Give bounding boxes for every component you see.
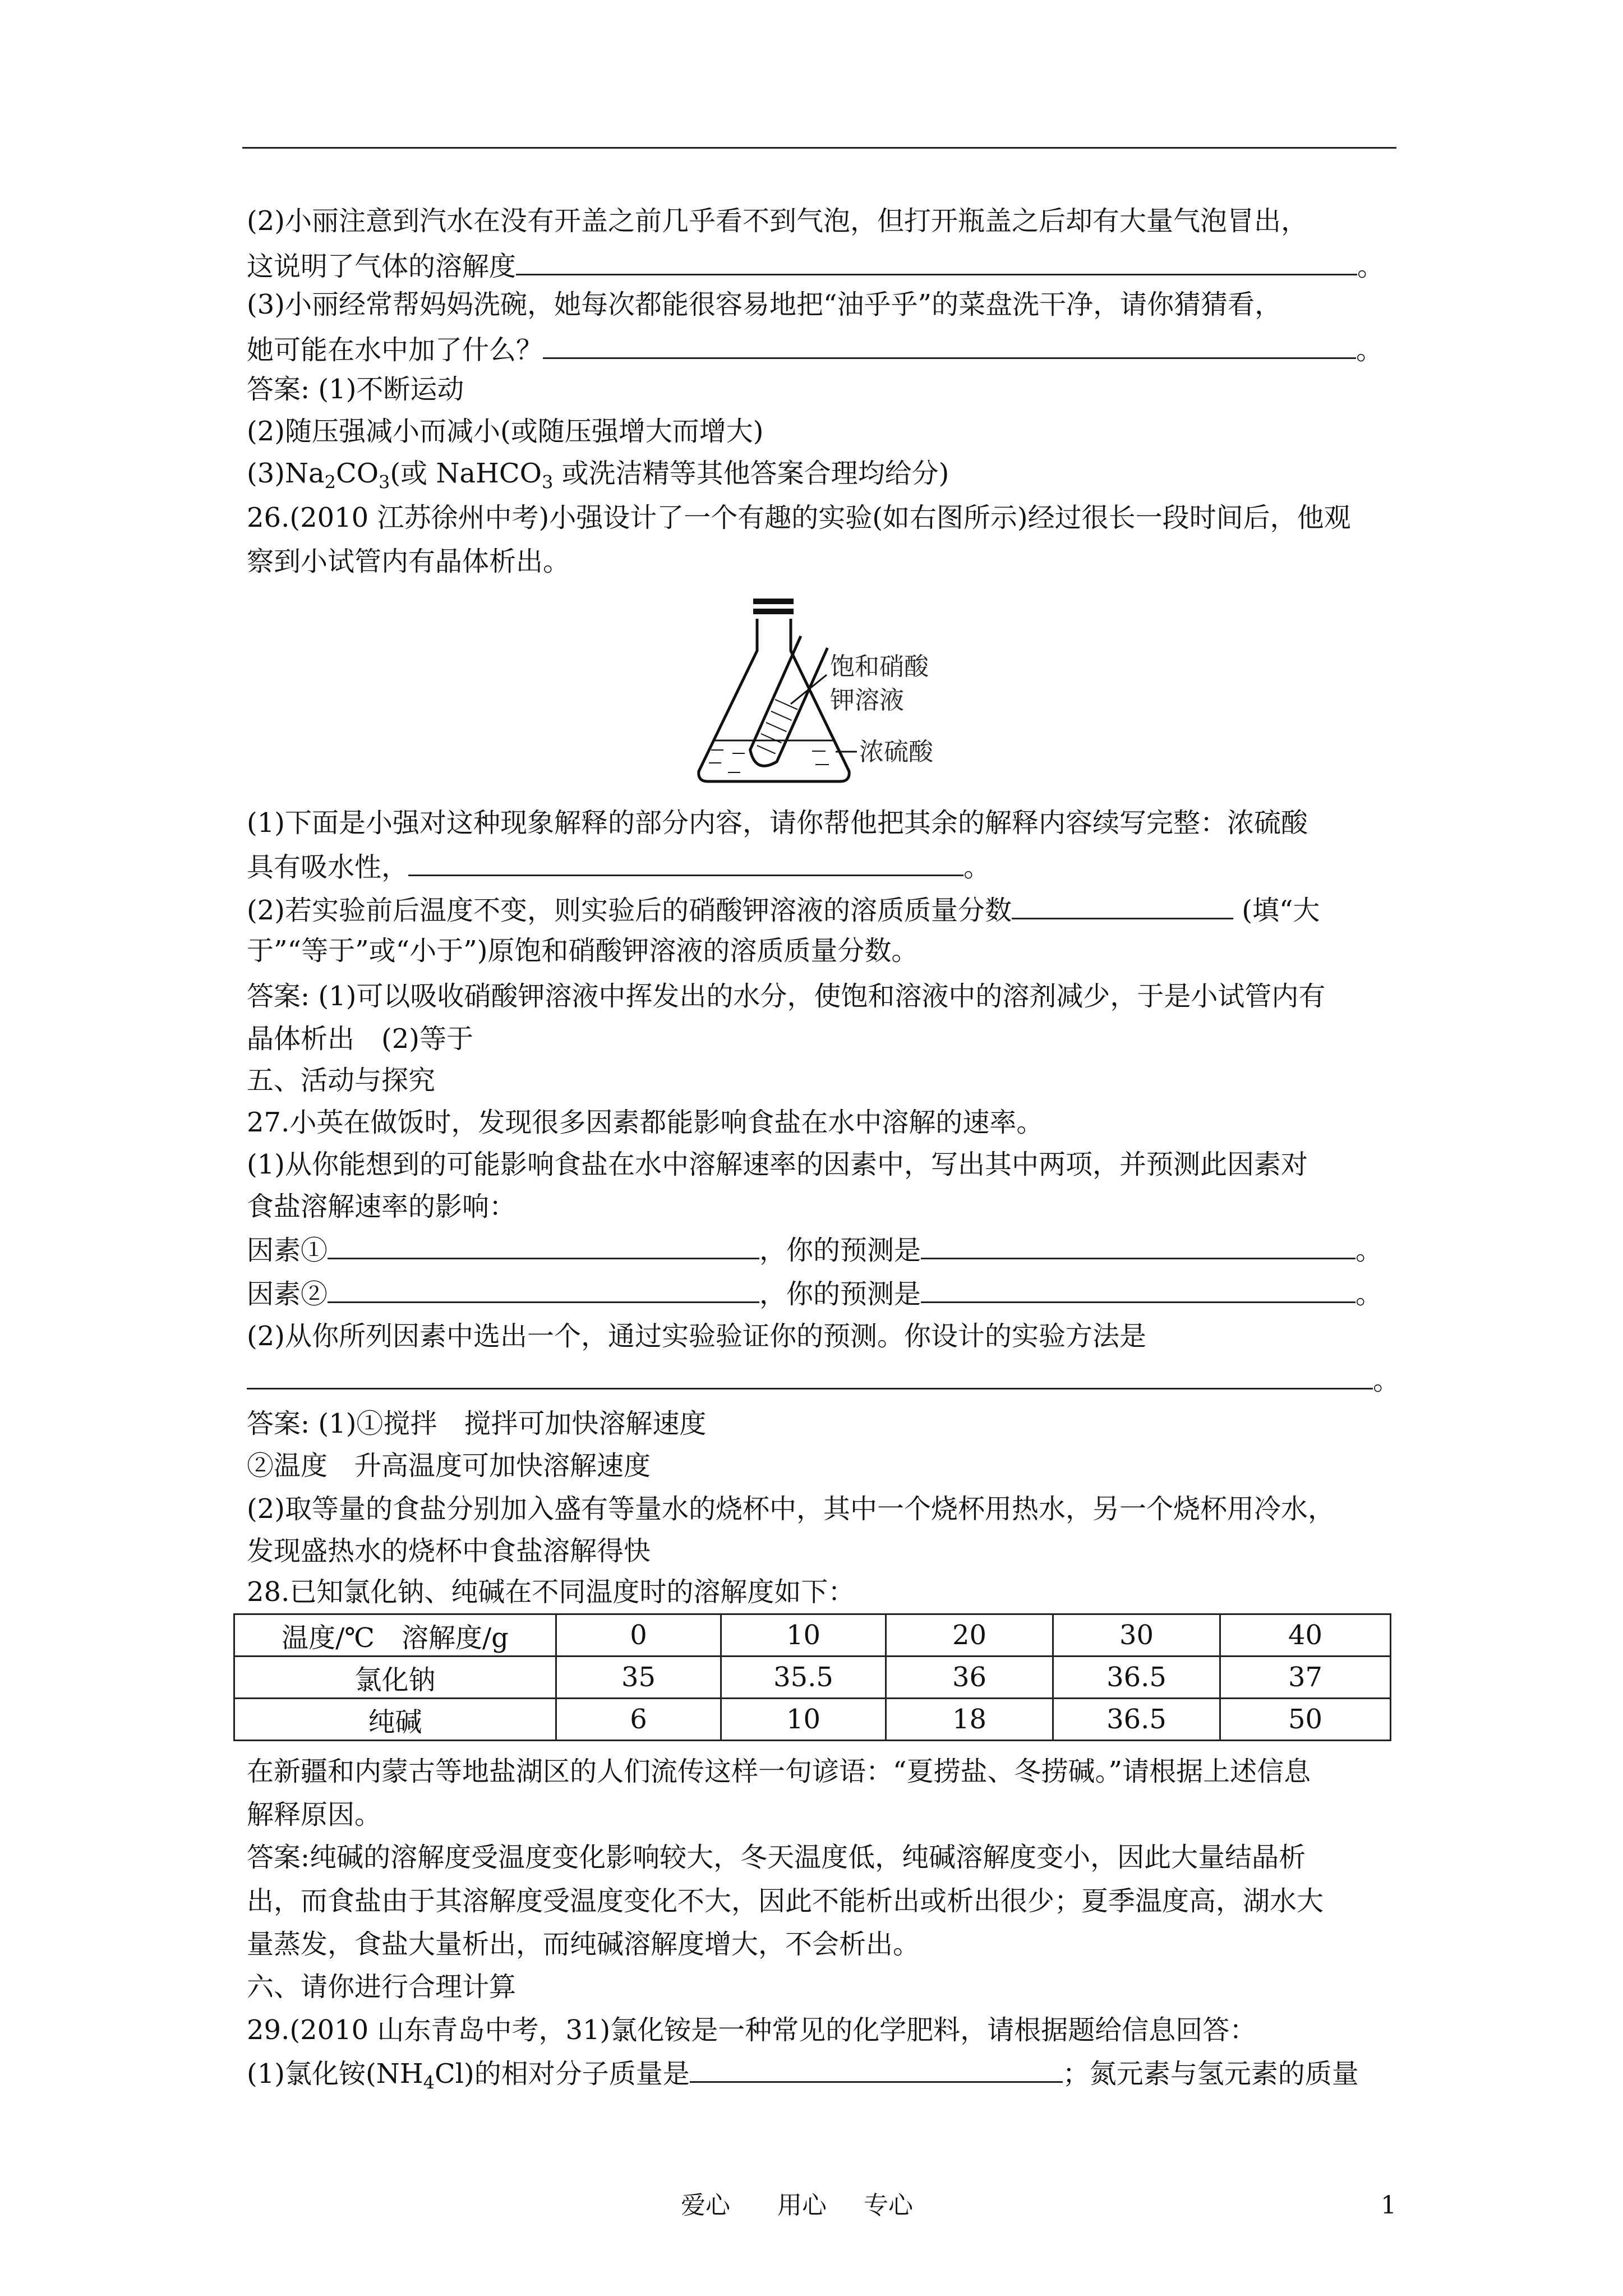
table-cell: 35.5: [721, 1657, 886, 1699]
q26-part2-line2: 于”“等于”或“小于”)原饱和硝酸钾溶液的溶质质量分数。: [247, 935, 919, 967]
table-cell: 氯化钠: [234, 1657, 556, 1699]
answer-blank[interactable]: [247, 1363, 1373, 1389]
q26-part1-line1: (1)下面是小强对这种现象解释的部分内容，请你帮他把其余的解释内容续写完整：浓硫酸: [247, 807, 1308, 839]
q26-answer-1: 答案: (1)可以吸收硝酸钾溶液中挥发出的水分，使饱和溶液中的溶剂减少，于是小试管内有: [247, 981, 1326, 1012]
answer-blank[interactable]: [921, 1233, 1355, 1259]
table-header-row: [234, 1614, 1391, 1657]
table-cell: 35: [556, 1657, 721, 1699]
table-header-cell: 温度/℃ 溶解度/g: [234, 1614, 556, 1657]
q25-part3-line2: 她可能在水中加了什么？ 。: [247, 333, 1383, 367]
table-cell: 36.5: [1053, 1657, 1220, 1699]
q26-answer-2: 晶体析出 (2)等于: [247, 1023, 473, 1055]
q27-part2-line1: (2)从你所列因素中选出一个，通过实验验证你的预测。你设计的实验方法是: [247, 1320, 1146, 1352]
footer-motto-1: 爱心: [681, 2191, 730, 2220]
table-header-cell: 40: [1220, 1614, 1391, 1657]
table-header-cell: 0: [556, 1614, 721, 1657]
answer-blank[interactable]: [690, 2056, 1063, 2083]
q25-answer-2: (2)随压强减小而减小(或随压强增大而增大): [247, 416, 764, 447]
table-cell: 10: [721, 1699, 886, 1741]
footer-motto-3: 专心: [864, 2191, 913, 2220]
q25-part2-line1: (2)小丽注意到汽水在没有开盖之前几乎看不到气泡，但打开瓶盖之后却有大量气泡冒出，: [247, 205, 1308, 237]
q29-stem: 29.(2010 山东青岛中考，31)氯化铵是一种常见的化学肥料，请根据题给信息回答：: [247, 2014, 1257, 2046]
q27-factor1: 因素① ，你的预测是 。: [247, 1233, 1382, 1267]
q27-factor2: 因素② ，你的预测是 。: [247, 1277, 1382, 1311]
q25-answer-3: $(3)Na_2CO_3$(或 NaHCO$_3$ 或洗洁精等其他答案合理均给分): [247, 458, 949, 493]
q28-answer-2: 出，而食盐由于其溶解度受温度变化不大，因此不能析出或析出很少；夏季温度高，湖水大: [247, 1885, 1324, 1917]
flask-stopper-top: [753, 599, 794, 604]
q26-stem-line1: 26.(2010 江苏徐州中考)小强设计了一个有趣的实验(如右图所示)经过很长一段时间后，他观: [247, 502, 1351, 533]
answer-blank[interactable]: [408, 850, 963, 876]
flask-stopper-bottom: [753, 609, 794, 614]
q29-part1: (1)氯化铵$(NH_4Cl)$的相对分子质量是 ；氮元素与氢元素的质量: [247, 2056, 1359, 2091]
answer-blank[interactable]: [543, 333, 1356, 359]
q25-answer-1: 答案: (1)不断运动: [247, 374, 464, 405]
answer-blank[interactable]: [516, 249, 1357, 275]
answer-blank[interactable]: [1012, 893, 1233, 919]
table-row: [234, 1657, 1391, 1699]
q25-part3-line1: (3)小丽经常帮妈妈洗碗，她每次都能很容易地把“油乎乎”的菜盘洗干净，请你猜猜看，: [247, 289, 1282, 320]
q25-part2-line2: 这说明了气体的溶解度 。: [247, 249, 1384, 283]
page-number: 1: [1381, 2191, 1396, 2220]
table-cell: 6: [556, 1699, 721, 1741]
table-cell: 18: [886, 1699, 1053, 1741]
label-concentrated-acid: 浓硫酸: [859, 738, 933, 766]
answer-blank[interactable]: [921, 1277, 1355, 1303]
q27-answer-4: 发现盛热水的烧杯中食盐溶解得快: [247, 1535, 651, 1567]
solubility-table: [233, 1613, 1391, 1741]
q26-part1-line2: 具有吸水性， 。: [247, 850, 990, 884]
q27-answer-3: (2)取等量的食盐分别加入盛有等量水的烧杯中，其中一个烧杯用热水，另一个烧杯用冷水，: [247, 1493, 1335, 1525]
label-leader-solution: [791, 675, 827, 704]
q27-part1-line2: 食盐溶解速率的影响：: [247, 1191, 517, 1222]
q27-answer-1: 答案: (1)①搅拌 搅拌可加快溶解速度: [247, 1408, 707, 1439]
table-row: [234, 1699, 1391, 1741]
table-header-cell: 10: [721, 1614, 886, 1657]
acid-hatching: [709, 750, 829, 772]
conical-flask: [699, 619, 849, 781]
q28-after-line1: 在新疆和内蒙古等地盐湖区的人们流传这样一句谚语：“夏捞盐、冬捞碱。”请根据上述信息: [247, 1756, 1311, 1787]
table-cell: 纯碱: [234, 1699, 556, 1741]
header-rule: [242, 147, 1396, 149]
q27-part2-line2: 。: [247, 1363, 1400, 1397]
table-header-cell: 20: [886, 1614, 1053, 1657]
table-cell: 36: [886, 1657, 1053, 1699]
q27-answer-2: ②温度 升高温度可加快溶解速度: [247, 1450, 651, 1481]
q27-part1-line1: (1)从你能想到的可能影响食盐在水中溶解速率的因素中，写出其中两项，并预测此因素对: [247, 1149, 1308, 1180]
footer-motto-2: 用心: [777, 2191, 827, 2220]
label-saturated-solution-2: 钾溶液: [830, 686, 904, 715]
section-6-heading: 六、请你进行合理计算: [247, 1971, 517, 2003]
label-saturated-solution-1: 饱和硝酸: [830, 652, 929, 681]
answer-blank[interactable]: [328, 1277, 759, 1303]
table-header-cell: 30: [1053, 1614, 1220, 1657]
section-5-heading: 五、活动与探究: [247, 1065, 436, 1096]
table-cell: 37: [1220, 1657, 1391, 1699]
q28-answer-1: 答案:纯碱的溶解度受温度变化影响较大，冬天温度低，纯碱溶解度变小，因此大量结晶析: [247, 1842, 1306, 1873]
table-cell: 50: [1220, 1699, 1391, 1741]
answer-blank[interactable]: [328, 1233, 759, 1259]
table-cell: 36.5: [1053, 1699, 1220, 1741]
experiment-figure: [689, 592, 958, 799]
q27-stem: 27.小英在做饭时，发现很多因素都能影响食盐在水中溶解的速率。: [247, 1107, 1044, 1138]
q28-stem: 28.已知氯化钠、纯碱在不同温度时的溶解度如下：: [247, 1576, 855, 1608]
q26-stem-line2: 察到小试管内有晶体析出。: [247, 546, 570, 577]
q28-answer-3: 量蒸发，食盐大量析出，而纯碱溶解度增大，不会析出。: [247, 1929, 920, 1960]
q28-after-line2: 解释原因。: [247, 1799, 382, 1830]
q26-part2-line1: (2)若实验前后温度不变，则实验后的硝酸钾溶液的溶质质量分数 (填“大: [247, 893, 1320, 927]
